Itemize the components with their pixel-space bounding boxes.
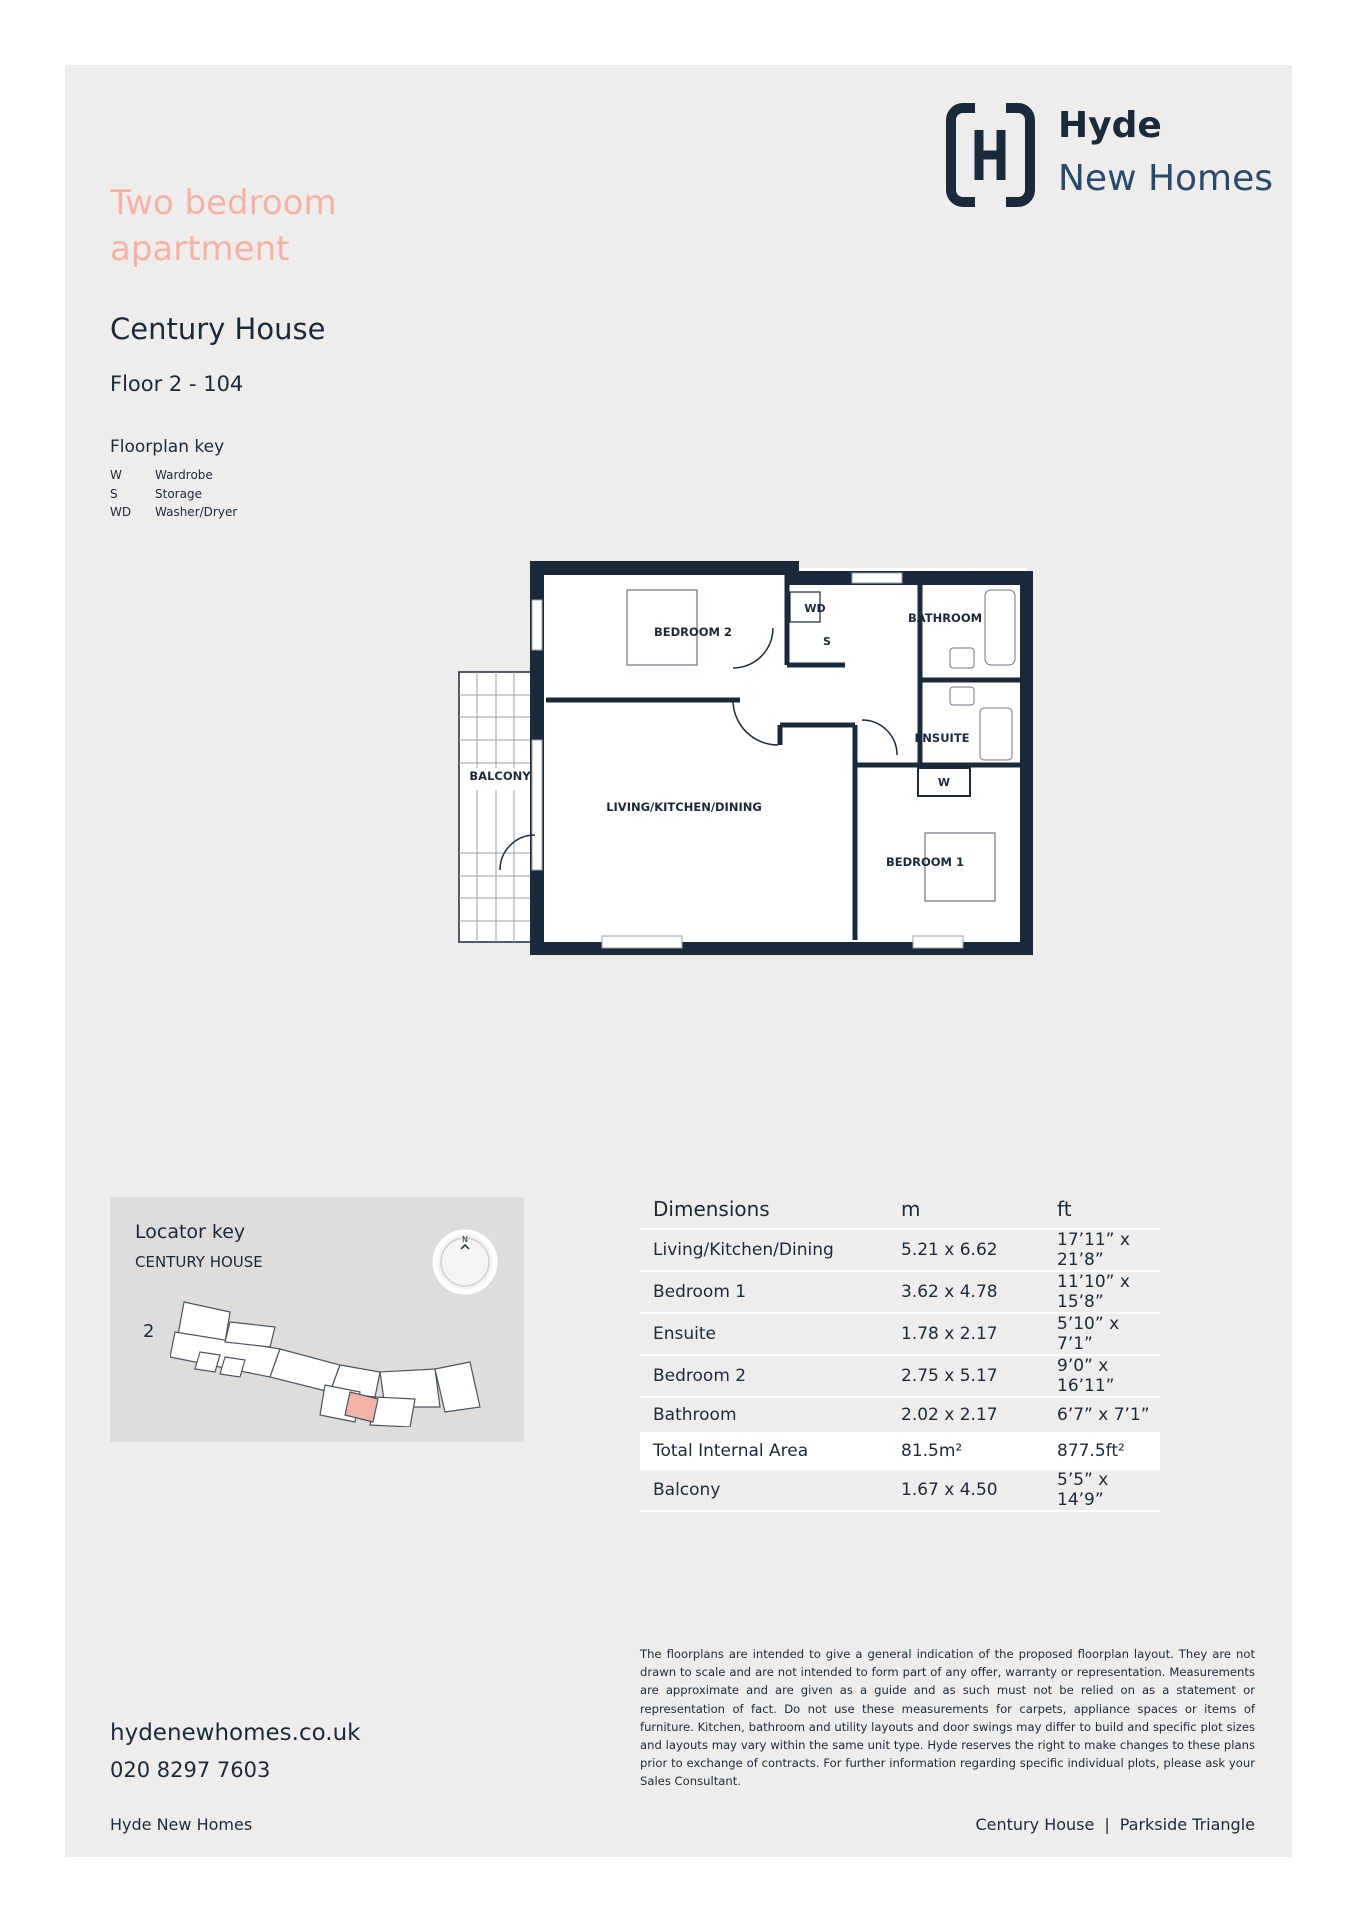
property-type-title: Two bedroom apartment <box>110 183 337 269</box>
cell-m: 3.62 x 4.78 <box>888 1271 1044 1313</box>
key-label: Storage <box>155 487 202 501</box>
table-row <box>640 1397 1160 1433</box>
cell-ft: 6’7” x 7’1” <box>1044 1397 1160 1433</box>
brand-subname: New Homes <box>1058 158 1274 199</box>
disclaimer-text: The floorplans are intended to give a general indication of the proposed floorplan layout. They are not drawn to scale and are not intended to form part of any offer, warranty or representation. Measurements are approximate and are given as a guide and as such must not be relied on as a statement or representation of fact. Do not use these measurements for carpets, appliance spaces or items of furniture. Kitchen, bathroom and utility layouts and door swings may differ to build and specific plot sizes and layouts may vary within the same unit type. Hyde reserves the right to make changes to these plans prior to exchange of contracts. For further information regarding specific individual plots, please ask your Sales Consultant. <box>640 1647 1255 1789</box>
locator-floor-number: 2 <box>143 1321 155 1342</box>
footer-development: Century House <box>975 1815 1095 1834</box>
hyde-logo-icon <box>943 100 1038 210</box>
room-label-ensuite: ENSUITE <box>914 731 970 745</box>
key-label: Washer/Dryer <box>155 505 238 519</box>
footer-separator: | <box>1104 1815 1110 1834</box>
cell-ft: 17’11” x 21’8” <box>1044 1229 1160 1271</box>
cell-m: 81.5m² <box>888 1433 1044 1469</box>
cell-room: Living/Kitchen/Dining <box>640 1229 888 1271</box>
room-label-wd: WD <box>804 602 826 615</box>
column-header-room: Dimensions <box>640 1190 888 1229</box>
website-link[interactable]: hydenewhomes.co.uk <box>110 1720 361 1746</box>
cell-m: 2.02 x 2.17 <box>888 1397 1044 1433</box>
key-code: WD <box>110 505 132 519</box>
key-row <box>110 487 310 505</box>
cell-m: 5.21 x 6.62 <box>888 1229 1044 1271</box>
floorplan-key-title: Floorplan key <box>110 437 225 457</box>
table-header-row <box>640 1190 1160 1229</box>
cell-room: Bedroom 1 <box>640 1271 888 1313</box>
brand-name: Hyde <box>1058 105 1162 146</box>
column-header-ft: ft <box>1044 1190 1160 1229</box>
room-label-balcony: BALCONY <box>469 769 531 783</box>
table-row <box>640 1355 1160 1397</box>
cell-ft: 5’10” x 7’1” <box>1044 1313 1160 1355</box>
key-row <box>110 505 310 523</box>
footer-brand: Hyde New Homes <box>110 1815 253 1834</box>
key-code: W <box>110 468 122 482</box>
cell-room: Bathroom <box>640 1397 888 1433</box>
table-row-total <box>640 1433 1160 1469</box>
key-row <box>110 468 310 486</box>
key-label: Wardrobe <box>155 468 213 482</box>
column-header-m: m <box>888 1190 1044 1229</box>
footer-area: Parkside Triangle <box>1119 1815 1255 1834</box>
room-label-w: W <box>937 776 951 789</box>
cell-m: 1.78 x 2.17 <box>888 1313 1044 1355</box>
floor-unit: Floor 2 - 104 <box>110 372 244 396</box>
phone-number[interactable]: 020 8297 7603 <box>110 1758 271 1782</box>
cell-room: Ensuite <box>640 1313 888 1355</box>
locator-building: CENTURY HOUSE <box>135 1253 263 1271</box>
cell-m: 2.75 x 5.17 <box>888 1355 1044 1397</box>
table-row <box>640 1469 1160 1511</box>
table-row <box>640 1229 1160 1271</box>
locator-key-panel <box>110 1197 524 1442</box>
compass-icon <box>430 1227 500 1297</box>
room-label-s: S <box>823 635 831 648</box>
room-label-bedroom2: BEDROOM 2 <box>653 625 733 639</box>
building-locator-map <box>170 1297 490 1427</box>
cell-room: Total Internal Area <box>640 1433 888 1469</box>
room-label-living: LIVING/KITCHEN/DINING <box>606 800 762 814</box>
cell-room: Bedroom 2 <box>640 1355 888 1397</box>
floorplan-drawing <box>453 555 1033 955</box>
cell-m: 1.67 x 4.50 <box>888 1469 1044 1511</box>
room-label-bedroom1: BEDROOM 1 <box>885 855 965 869</box>
locator-title: Locator key <box>135 1221 246 1243</box>
cell-ft: 9’0” x 16’11” <box>1044 1355 1160 1397</box>
table-row <box>640 1271 1160 1313</box>
cell-ft: 11’10” x 15’8” <box>1044 1271 1160 1313</box>
dimensions-table <box>640 1190 1160 1512</box>
cell-room: Balcony <box>640 1469 888 1511</box>
room-label-bathroom: BATHROOM <box>907 611 983 625</box>
footer-location <box>975 1815 1255 1834</box>
development-name: Century House <box>110 312 326 346</box>
table-row <box>640 1313 1160 1355</box>
cell-ft: 877.5ft² <box>1044 1433 1160 1469</box>
cell-ft: 5’5” x 14’9” <box>1044 1469 1160 1511</box>
compass-north: N <box>462 1235 468 1244</box>
key-code: S <box>110 487 118 501</box>
